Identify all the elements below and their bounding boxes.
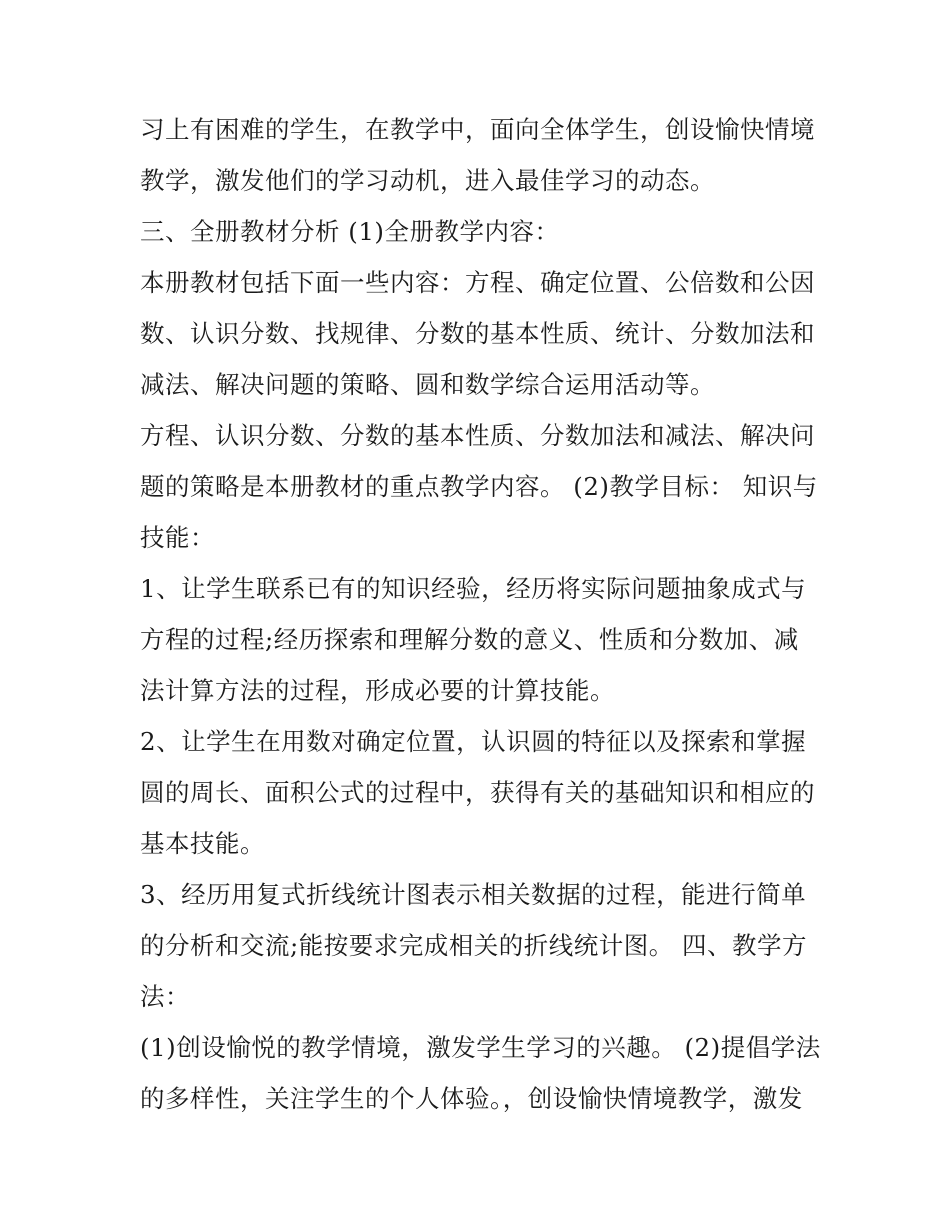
text-line: (1)创设愉悦的教学情境，激发学生学习的兴趣。 (2)提倡学法: [140, 1033, 821, 1062]
list-item-2: 2、让学生在用数对确定位置，认识圆的特征以及探索和掌握: [140, 727, 807, 756]
text-line: 方程、认识分数、分数的基本性质、分数加法和减法、解决问: [140, 421, 815, 450]
text-line: 数、认识分数、找规律、分数的基本性质、统计、分数加法和: [140, 319, 815, 348]
document-body: [140, 104, 820, 1124]
text-line: 教学，激发他们的学习动机，进入最佳学习的动态。: [140, 166, 715, 195]
text-line: 圆的周长、面积公式的过程中，获得有关的基础知识和相应的: [140, 778, 815, 807]
text-line: 本册教材包括下面一些内容：方程、确定位置、公倍数和公因: [140, 268, 815, 297]
text-line: 法计算方法的过程，形成必要的计算技能。: [140, 676, 615, 705]
text-line: 减法、解决问题的策略、圆和数学综合运用活动等。: [140, 370, 715, 399]
section-heading-3: 三、全册教材分析 (1)全册教学内容：: [140, 217, 560, 246]
text-line: 法：: [140, 982, 190, 1011]
text-line: 题的策略是本册教材的重点教学内容。 (2)教学目标： 知识与: [140, 472, 818, 501]
text-line: 的多样性，关注学生的个人体验。，创设愉快情境教学，激发: [140, 1084, 803, 1113]
text-line: 基本技能。: [140, 829, 265, 858]
text-line: 习上有困难的学生，在教学中，面向全体学生，创设愉快情境: [140, 115, 815, 144]
text-line: 的分析和交流;能按要求完成相关的折线统计图。 四、教学方: [140, 931, 808, 960]
text-line: 方程的过程;经历探索和理解分数的意义、性质和分数加、减: [140, 625, 799, 654]
list-item-1: 1、让学生联系已有的知识经验，经历将实际问题抽象成式与: [140, 574, 807, 603]
list-item-3: 3、经历用复式折线统计图表示相关数据的过程，能进行简单: [140, 880, 807, 909]
text-line: 技能：: [140, 523, 215, 552]
